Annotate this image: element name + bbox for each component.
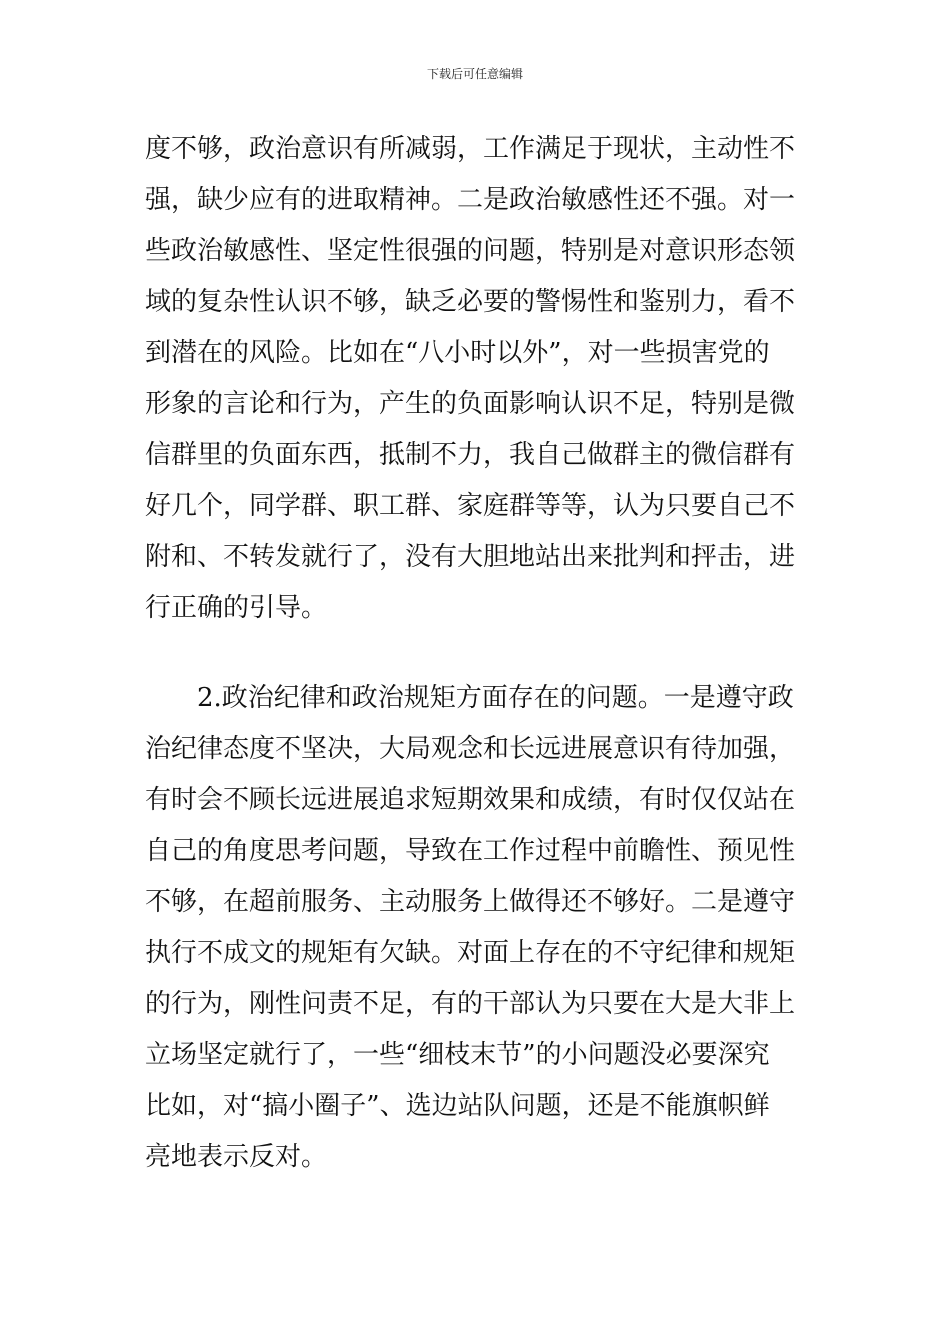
- text-line: 的行为，刚性问责不足，有的干部认为只要在大是大非上: [145, 989, 796, 1019]
- paragraph-1: [145, 124, 807, 634]
- paragraph-2: [145, 673, 807, 1183]
- text-line: 到潜在的风险。比如在“八小时以外”，对一些损害党的: [145, 338, 770, 368]
- text-line: 些政治敏感性、坚定性很强的问题，特别是对意识形态领: [145, 236, 796, 266]
- text-line: 信群里的负面东西，抵制不力，我自己做群主的微信群有: [145, 440, 796, 470]
- text-line: 好几个，同学群、职工群、家庭群等等，认为只要自己不: [145, 491, 796, 521]
- text-line: 治纪律态度不坚决，大局观念和长远进展意识有待加强，: [145, 734, 796, 764]
- text-line: 域的复杂性认识不够，缺乏必要的警惕性和鉴别力，看不: [145, 287, 796, 317]
- text-line: 有时会不顾长远进展追求短期效果和成绩，有时仅仅站在: [145, 785, 796, 815]
- text-line: 执行不成文的规矩有欠缺。对面上存在的不守纪律和规矩: [145, 938, 796, 968]
- text-line: 比如，对“搞小圈子”、选边站队问题，还是不能旗帜鲜: [145, 1091, 770, 1121]
- text-line: 行正确的引导。: [145, 593, 328, 623]
- page-header: 下载后可任意编辑: [426, 67, 523, 81]
- text-line: 自己的角度思考问题，导致在工作过程中前瞻性、预见性: [145, 836, 796, 866]
- text-line-first: 2.政治纪律和政治规矩方面存在的问题。一是遵守政: [197, 683, 794, 713]
- text-line: 形象的言论和行为，产生的负面影响认识不足，特别是微: [145, 389, 796, 419]
- text-line: 立场坚定就行了，一些“细枝末节”的小问题没必要深究: [145, 1040, 770, 1070]
- text-line: 强，缺少应有的进取精神。二是政治敏感性还不强。对一: [145, 185, 796, 215]
- text-line: 不够，在超前服务、主动服务上做得还不够好。二是遵守: [145, 887, 796, 917]
- text-line: 附和、不转发就行了，没有大胆地站出来批判和抨击，进: [145, 542, 796, 572]
- text-line: 度不够，政治意识有所减弱，工作满足于现状，主动性不: [145, 134, 796, 164]
- text-line: 亮地表示反对。: [145, 1142, 328, 1172]
